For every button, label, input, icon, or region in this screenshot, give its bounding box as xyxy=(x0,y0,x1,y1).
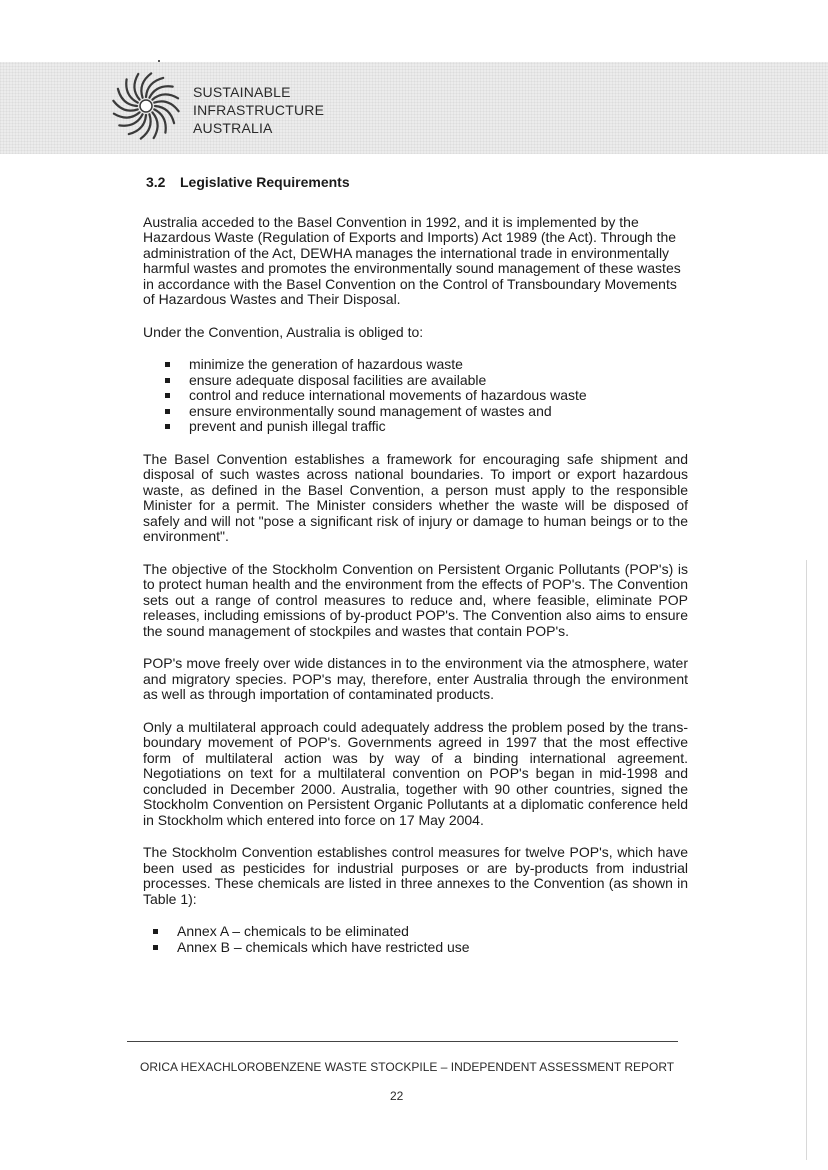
paragraph-stockholm-objective: The objective of the Stockholm Convention on Persistent Organic Pollutants (POP's) is to protect human health and the environment from the effects of POP's. The Convention sets out a range of control measures to reduce and, where feasible, eliminate POP releases, including emissions of by-product POP's. The Convention also aims to ensure the sound management of stockpiles and wastes that contain POP's. xyxy=(143,560,688,639)
swirl-sun-logo-icon xyxy=(110,70,182,142)
paragraph-basel-framework: The Basel Convention establishes a framework for encouraging safe shipment and disposal of such wastes across national boundaries. To import or export hazardous waste, as defined in the Basel Convention, a person must apply to the responsible Minister for a permit. The Minister considers whether the waste will be disposed of safely and will not "pose a significant risk of injury or damage to human beings or to the environment". xyxy=(143,450,688,544)
list-item: prevent and punish illegal traffic xyxy=(165,419,688,435)
section-title: Legislative Requirements xyxy=(180,174,350,190)
paragraph-basel-accession: Australia acceded to the Basel Convention in 1992, and it is implemented by the Hazardous Waste (Regulation of Exports and Imports) Act 1989 (the Act). Through the administration of the Act, DEWHA manages the international trade in environmentally harmful wastes and promotes the environmentally sound management of these wastes in accordance with the Basel Convention on the Control of Transboundary Movements of Hazardous Wastes and Their Disposal. xyxy=(143,213,681,307)
paragraph-control-measures: The Stockholm Convention establishes control measures for twelve POP's, which have been used as pesticides for industrial purposes or are by-products from industrial processes. These chemicals are listed in three annexes to the Convention (as shown in Table 1): xyxy=(143,844,688,907)
obligations-list xyxy=(165,357,688,435)
logo-swirl-arm xyxy=(134,74,139,100)
list-item: control and reduce international movements of hazardous waste xyxy=(165,388,688,404)
annexes-list xyxy=(153,924,688,955)
org-logo-wordmark xyxy=(193,83,324,137)
footer-divider xyxy=(127,1041,678,1042)
list-item: Annex B – chemicals which have restricted use xyxy=(153,940,688,956)
logo-swirl-arm xyxy=(152,112,157,138)
paragraph-multilateral-approach: Only a multilateral approach could adequately address the problem posed by the trans-boundary movement of POP's. Governments agreed in 1997 that the most effective form of multilateral action was by way of a binding international agreement. Negotiations on text for a multilateral convention on POP's began in mid-1998 and concluded in December 2000. Australia, together with 90 other countries, signed the Stockholm Convention on Persistent Organic Pollutants at a diplomatic conference held in Stockholm which entered into force on 17 May 2004. xyxy=(143,718,688,828)
list-item: ensure adequate disposal facilities are available xyxy=(165,373,688,389)
list-item: minimize the generation of hazardous waste xyxy=(165,357,688,373)
logo-swirl-arm xyxy=(152,94,178,99)
logo-line: SUSTAINABLE xyxy=(193,84,291,100)
section-number: 3.2 xyxy=(146,174,166,190)
section-heading xyxy=(146,175,688,191)
logo-swirl-arm xyxy=(114,112,140,117)
logo-line: AUSTRALIA xyxy=(193,120,273,136)
paragraph-pop-movement: POP's move freely over wide distances in to the environment via the atmosphere, water and migratory species. POP's may, therefore, enter Australia through the environment as well as through importation of contaminated products. xyxy=(143,655,688,702)
list-item: Annex A – chemicals to be eliminated xyxy=(153,924,688,940)
logo-line: INFRASTRUCTURE xyxy=(193,102,325,118)
list-item: ensure environmentally sound management of wastes and xyxy=(165,404,688,420)
page-number: 22 xyxy=(390,1089,404,1103)
scan-edge-line xyxy=(806,560,807,1160)
paragraph-obligations-intro: Under the Convention, Australia is obliged to: xyxy=(143,323,424,340)
document-body xyxy=(143,175,688,955)
footer-report-title: ORICA HEXACHLOROBENZENE WASTE STOCKPILE – INDEPENDENT ASSESSMENT REPORT xyxy=(140,1060,675,1074)
